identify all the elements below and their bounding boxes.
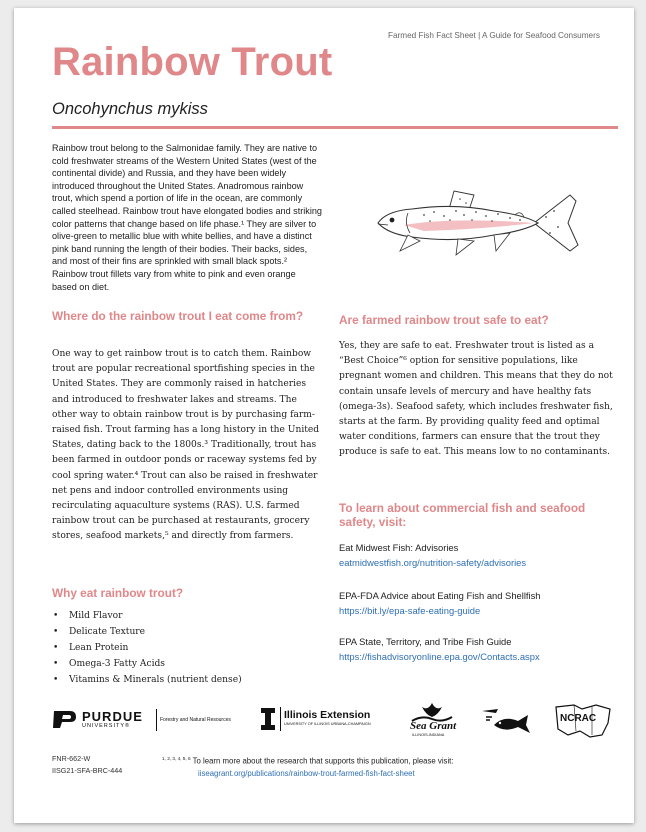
purdue-wordmark: PURDUE: [82, 709, 143, 724]
list-item: • Vitamins & Minerals (nutrient dense): [52, 673, 322, 689]
eat-midwest-fish-logo: [480, 705, 534, 737]
title-divider: [52, 126, 618, 129]
references-link[interactable]: iiseagrant.org/publications/rainbow-trout-farmed-fish-fact-sheet: [198, 768, 415, 778]
safe-heading: Are farmed rainbow trout safe to eat?: [339, 313, 549, 327]
resource-link[interactable]: https://bit.ly/epa-safe-eating-guide: [339, 605, 481, 616]
ncrac-wordmark: NCRAC: [560, 713, 597, 724]
sea-grant-sub: ILLINOIS-INDIANA: [412, 733, 445, 737]
why-list: [52, 609, 322, 689]
illinois-sub: UNIVERSITY OF ILLINOIS URBANA-CHAMPAIGN: [284, 722, 371, 726]
why-heading: Why eat rainbow trout?: [52, 586, 184, 600]
references-note: [162, 753, 454, 780]
resource-link[interactable]: eatmidwestfish.org/nutrition-safety/advisories: [339, 557, 527, 568]
publication-codes: [52, 753, 122, 777]
resource-epa-fda: [339, 588, 619, 618]
sea-grant-wordmark: Sea Grant: [410, 720, 457, 732]
safe-paragraph: Yes, they are safe to eat. Freshwater trout is listed as a “Best Choice”⁶ option for sensitive populations, like pregnant women and children. This means that they do not contain unsafe levels of mercury and have healthy fats (omega-3s). Seafood safety, which includes freshwater fish, starts at the farm. By providing quality feed and optimal water conditions, farmers can ensure that the trout they produce is safe to eat. This means low to no contaminants.: [339, 341, 613, 458]
purdue-dept: Forestry and Natural Resources: [160, 717, 231, 723]
learn-heading: To learn about commercial fish and seafood safety, visit:: [339, 501, 586, 529]
series-label: Farmed Fish Fact Sheet | A Guide for Seafood Consumers: [388, 31, 600, 40]
illinois-wordmark: Illinois Extension: [284, 709, 371, 721]
where-heading: Where do the rainbow trout I eat come from?: [52, 309, 304, 323]
resource-advisories: [339, 540, 619, 570]
publication-code: FNR-662-W: [52, 754, 91, 763]
purdue-p-icon: [52, 709, 78, 729]
page-title: Rainbow Trout: [52, 40, 333, 84]
rainbow-trout-illustration: [364, 171, 584, 269]
purdue-sub: UNIVERSITY®: [82, 723, 131, 729]
resource-label: Eat Midwest Fish: Advisories: [339, 542, 459, 553]
list-item: • Mild Flavor: [52, 609, 322, 625]
ncrac-logo: [552, 701, 614, 739]
fact-sheet-page: [14, 8, 634, 823]
block-i-icon: [260, 707, 276, 731]
list-item: • Omega-3 Fatty Acids: [52, 657, 322, 673]
resource-link[interactable]: https://fishadvisoryonline.epa.gov/Contacts.aspx: [339, 651, 540, 662]
where-paragraph: One way to get rainbow trout is to catch them. Rainbow trout are popular recreational sportfishing species in the United States. They are commonly raised in hatcheries and introduced to freshwater lakes and streams. The other way to obtain rainbow trout is by purchasing farm-raised fish. Trout farming has a long history in the United States, dating back to the 1800s.³ Traditionally, trout has been farmed in outdoor ponds or raceway systems fed by cool spring water.⁴ Trout can also be raised in freshwater net pens and indoor controlled environments using recirculating aquaculture systems (RAS). U.S. farmed rainbow trout can be purchased at restaurants, grocery stores, seafood markets,⁵ and directly from farmers.: [52, 349, 320, 542]
scientific-name: Oncohynchus mykiss: [52, 100, 208, 118]
list-item: • Lean Protein: [52, 641, 322, 657]
reference-numbers: 1, 2, 3, 4, 5, 6: [162, 756, 191, 761]
resource-fish-guide: [339, 634, 619, 664]
references-text: To learn more about the research that supports this publication, please visit:: [192, 756, 454, 766]
intro-paragraph: Rainbow trout belong to the Salmonidae family. They are native to cold freshwater streams of the Western United States (west of the continental divide) and Russia, and they have been widely introduced throughout the United States. Anadromous rainbow trout, which spend a portion of life in the ocean, are commonly called steelhead. Rainbow trout have elongated bodies and striking color patterns that change based on life phase.¹ They are silver to olive-green to metallic blue with white bellies, and have a distinct pink band running the length of their bodies. Their backs, sides, and most of their fins are sprinkled with small black spots.² Rainbow trout fillets vary from white to pink and even orange based on diet.: [52, 143, 322, 292]
resource-label: EPA-FDA Advice about Eating Fish and Shellfish: [339, 590, 541, 601]
partner-logos: [52, 701, 618, 743]
list-item: • Delicate Texture: [52, 625, 322, 641]
resource-label: EPA State, Territory, and Tribe Fish Guide: [339, 636, 512, 647]
sea-grant-logo: [408, 701, 456, 741]
publication-code: IISG21-SFA-BRC-444: [52, 766, 123, 775]
